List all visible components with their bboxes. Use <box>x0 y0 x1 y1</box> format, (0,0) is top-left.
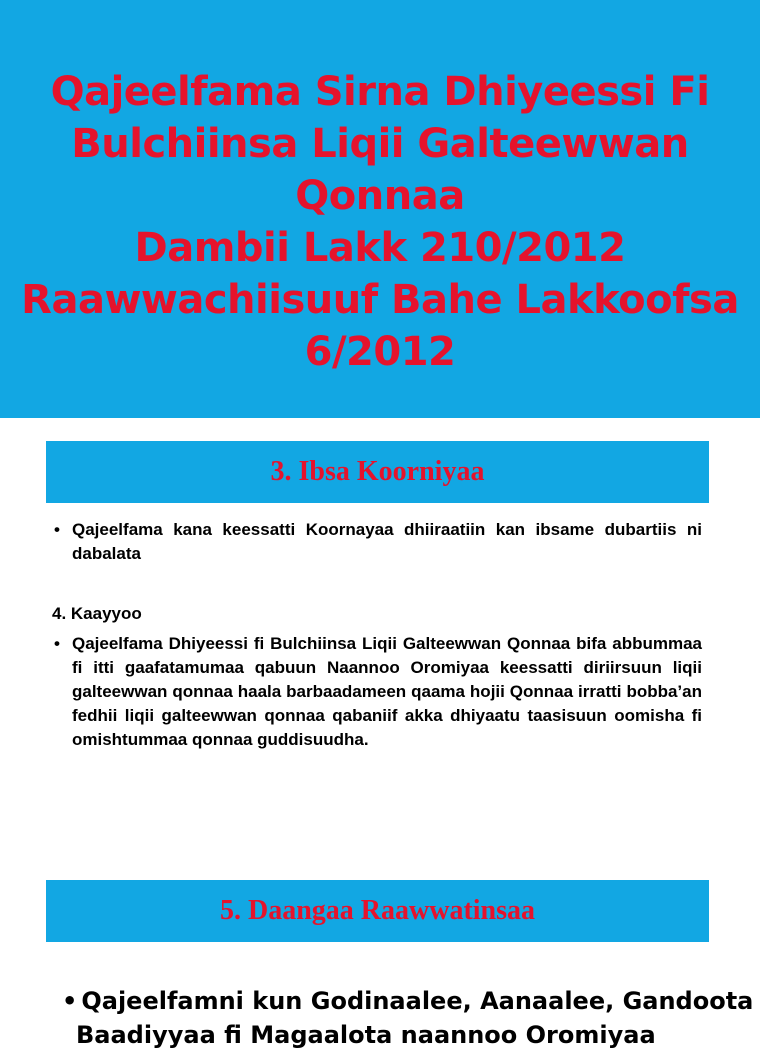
title-line: 6/2012 <box>304 329 456 375</box>
section-5-bullet <box>62 984 762 1052</box>
section-4-heading: 4. Kaayyoo <box>52 604 142 623</box>
section-5-line-2: Baadiyyaa fi Magaalota naannoo Oromiyaa <box>76 1021 656 1049</box>
section-3-title: 3. Ibsa Koorniyaa <box>270 456 485 487</box>
section-3-bullet: • Qajeelfama kana keessatti Koornayaa dhiiraatiin kan ibsame dubartiis ni dabalata <box>52 518 702 566</box>
section-4-bullet: • Qajeelfama Dhiyeessi fi Bulchiinsa Liqii Galteewwan Qonnaa bifa abbummaa fi itti gaafatamumaa qabuun Naannoo Oromiyaa keessatti diriirsuun liqii galteewwan qonnaa haala barbaadameen qaama hojii Qonnaa irratti bobba’an fedhii liqii galteewwan qonnaa qabaniif akka dhiyaatu taasisuun oomisha fi omishtummaa qonnaa guddisuudha. <box>52 632 702 752</box>
title-line: Bulchiinsa Liqii Galteewwan Qonnaa <box>71 121 689 219</box>
section-5-title: 5. Daangaa Raawwatinsaa <box>219 895 536 926</box>
section-5-line-1: Qajeelfamni kun Godinaalee, Aanaalee, Gandoota <box>81 987 754 1015</box>
section-3-header <box>46 441 709 503</box>
slide-title <box>0 66 760 378</box>
section-5-header <box>46 880 709 942</box>
title-line: Qajeelfama Sirna Dhiyeessi Fi <box>50 69 710 115</box>
section-3-body <box>52 518 702 566</box>
title-banner <box>0 0 760 418</box>
title-line: Raawwachiisuuf Bahe Lakkoofsa <box>21 277 739 323</box>
section-4-body <box>52 602 702 752</box>
title-line: Dambii Lakk 210/2012 <box>134 225 626 271</box>
bullet-dot: • <box>62 987 78 1015</box>
